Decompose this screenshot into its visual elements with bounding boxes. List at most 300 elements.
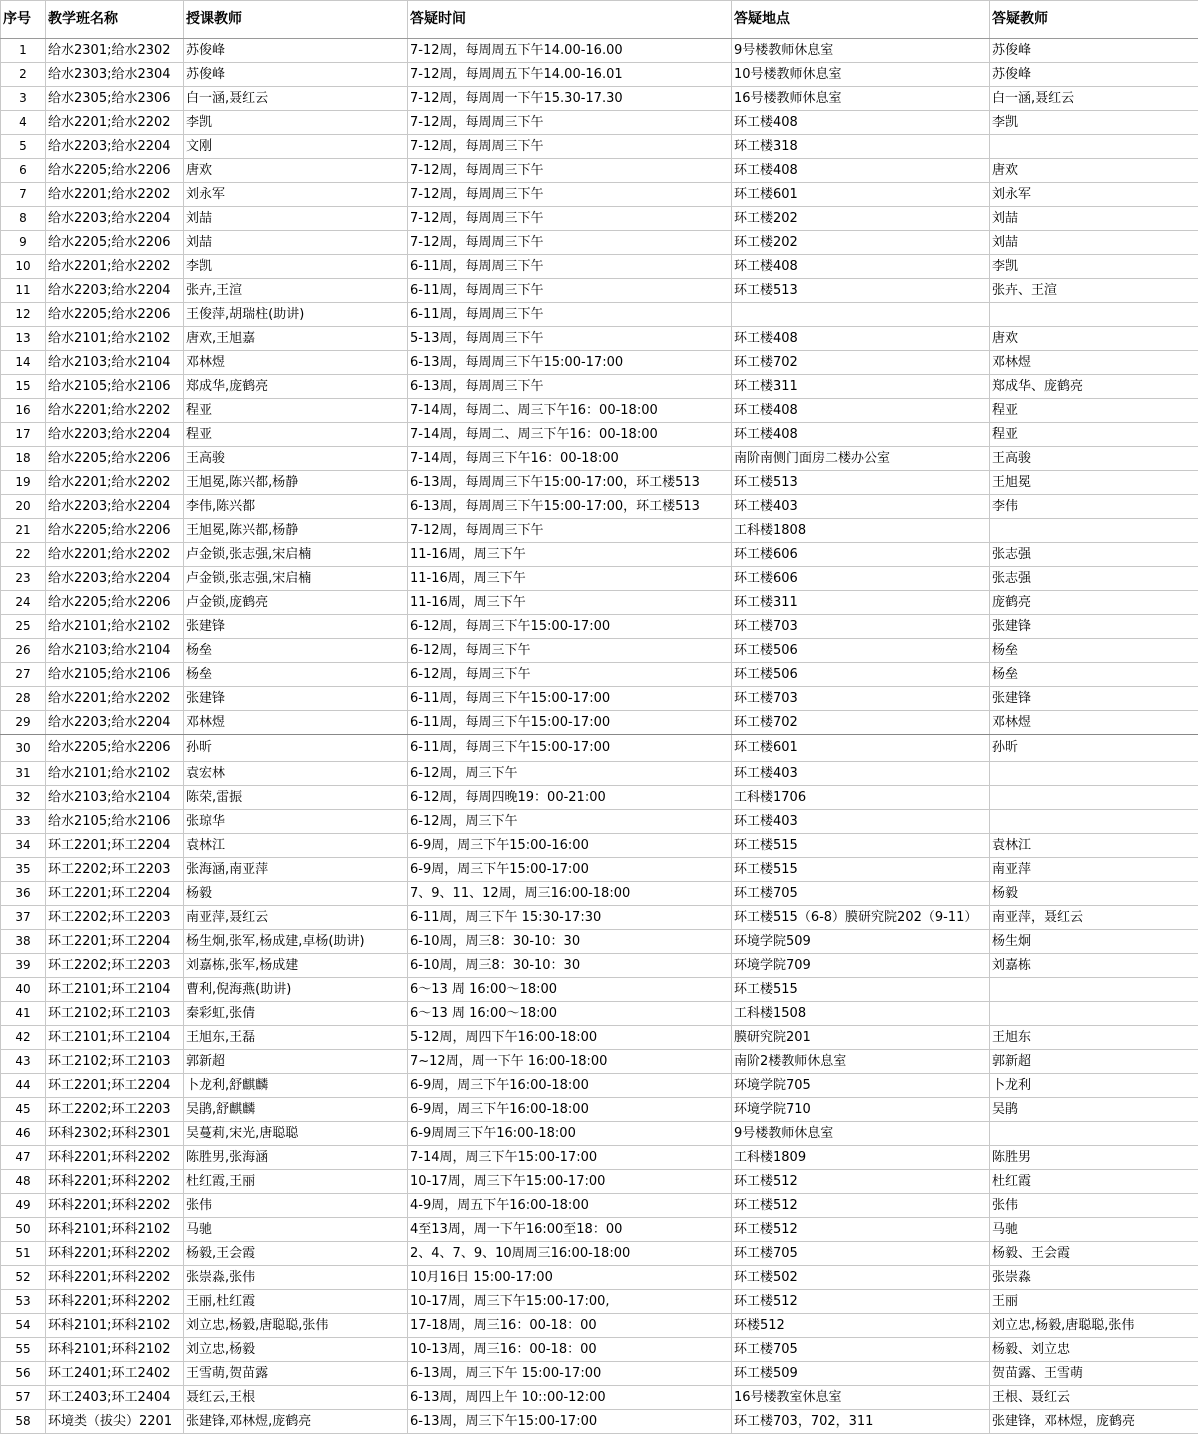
cell-qa-teacher[interactable]: 张志强 — [990, 567, 1198, 591]
cell-index[interactable]: 19 — [1, 471, 46, 495]
cell-qa-time[interactable]: 10月16日 15:00-17:00 — [408, 1266, 732, 1290]
cell-class-name[interactable]: 环境类（拔尖）2201 — [46, 1410, 184, 1434]
cell-qa-time[interactable]: 6-12周，每周三下午 — [408, 639, 732, 663]
cell-qa-time[interactable]: 7-12周，每周周五下午14.00-16.01 — [408, 63, 732, 87]
cell-index[interactable]: 27 — [1, 663, 46, 687]
cell-qa-time[interactable]: 6～13 周 16:00～18:00 — [408, 1002, 732, 1026]
cell-teacher[interactable]: 袁林江 — [184, 834, 408, 858]
cell-qa-teacher[interactable] — [990, 810, 1198, 834]
cell-qa-time[interactable]: 6-9周周三下午16:00-18:00 — [408, 1122, 732, 1146]
cell-qa-teacher[interactable]: 李凯 — [990, 255, 1198, 279]
cell-index[interactable]: 53 — [1, 1290, 46, 1314]
cell-qa-location[interactable]: 环工楼703，702，311 — [732, 1410, 990, 1434]
cell-teacher[interactable]: 白一涵,聂红云 — [184, 87, 408, 111]
cell-qa-teacher[interactable]: 南亚萍，聂红云 — [990, 906, 1198, 930]
cell-qa-teacher[interactable]: 吴鹃 — [990, 1098, 1198, 1122]
cell-teacher[interactable]: 张伟 — [184, 1194, 408, 1218]
cell-qa-time[interactable]: 7-12周，每周周三下午 — [408, 183, 732, 207]
cell-index[interactable]: 34 — [1, 834, 46, 858]
cell-qa-time[interactable]: 6-9周，周三下午16:00-18:00 — [408, 1098, 732, 1122]
cell-qa-teacher[interactable]: 张卉、王渲 — [990, 279, 1198, 303]
cell-teacher[interactable]: 刘嘉栋,张军,杨成建 — [184, 954, 408, 978]
cell-qa-location[interactable]: 16号楼教室休息室 — [732, 1386, 990, 1410]
cell-teacher[interactable]: 杨毅 — [184, 882, 408, 906]
cell-qa-teacher[interactable]: 刘永军 — [990, 183, 1198, 207]
cell-class-name[interactable]: 给水2205;给水2206 — [46, 447, 184, 471]
cell-class-name[interactable]: 环工2403;环工2404 — [46, 1386, 184, 1410]
cell-qa-location[interactable]: 环工楼515 — [732, 858, 990, 882]
cell-qa-time[interactable]: 2、4、7、9、10周周三16:00-18:00 — [408, 1242, 732, 1266]
cell-class-name[interactable]: 给水2305;给水2306 — [46, 87, 184, 111]
header-teacher[interactable]: 授课教师 — [184, 1, 408, 39]
cell-teacher[interactable]: 张卉,王渲 — [184, 279, 408, 303]
cell-index[interactable]: 41 — [1, 1002, 46, 1026]
cell-qa-time[interactable]: 6-12周，周三下午 — [408, 810, 732, 834]
cell-qa-location[interactable]: 环工楼513 — [732, 471, 990, 495]
cell-class-name[interactable]: 环工2201;环工2204 — [46, 882, 184, 906]
cell-qa-location[interactable]: 环工楼512 — [732, 1290, 990, 1314]
cell-qa-location[interactable]: 膜研究院201 — [732, 1026, 990, 1050]
cell-teacher[interactable]: 李凯 — [184, 111, 408, 135]
cell-teacher[interactable]: 秦彩虹,张倩 — [184, 1002, 408, 1026]
cell-class-name[interactable]: 给水2105;给水2106 — [46, 663, 184, 687]
cell-teacher[interactable]: 李伟,陈兴都 — [184, 495, 408, 519]
cell-qa-teacher[interactable]: 杨毅、刘立忠 — [990, 1338, 1198, 1362]
cell-qa-time[interactable]: 5-12周，周四下午16:00-18:00 — [408, 1026, 732, 1050]
cell-index[interactable]: 14 — [1, 351, 46, 375]
cell-qa-teacher[interactable]: 刘喆 — [990, 207, 1198, 231]
cell-class-name[interactable]: 给水2201;给水2202 — [46, 111, 184, 135]
cell-class-name[interactable]: 环科2201;环科2202 — [46, 1170, 184, 1194]
cell-index[interactable]: 20 — [1, 495, 46, 519]
cell-index[interactable]: 58 — [1, 1410, 46, 1434]
cell-qa-location[interactable]: 环工楼403 — [732, 495, 990, 519]
cell-qa-teacher[interactable]: 张建锋 — [990, 615, 1198, 639]
cell-qa-location[interactable]: 南阶南侧门面房二楼办公室 — [732, 447, 990, 471]
cell-index[interactable]: 52 — [1, 1266, 46, 1290]
cell-class-name[interactable]: 给水2101;给水2102 — [46, 615, 184, 639]
cell-teacher[interactable]: 苏俊峰 — [184, 39, 408, 63]
cell-qa-teacher[interactable]: 郑成华、庞鹤亮 — [990, 375, 1198, 399]
cell-class-name[interactable]: 给水2205;给水2206 — [46, 591, 184, 615]
cell-qa-teacher[interactable]: 张志强 — [990, 543, 1198, 567]
cell-class-name[interactable]: 给水2201;给水2202 — [46, 471, 184, 495]
cell-qa-teacher[interactable]: 李伟 — [990, 495, 1198, 519]
cell-class-name[interactable]: 给水2201;给水2202 — [46, 687, 184, 711]
cell-teacher[interactable]: 曹利,倪海燕(助讲) — [184, 978, 408, 1002]
cell-qa-teacher[interactable]: 刘立忠,杨毅,唐聪聪,张伟 — [990, 1314, 1198, 1338]
cell-class-name[interactable]: 给水2205;给水2206 — [46, 231, 184, 255]
cell-class-name[interactable]: 给水2205;给水2206 — [46, 159, 184, 183]
cell-class-name[interactable]: 给水2201;给水2202 — [46, 255, 184, 279]
cell-qa-time[interactable]: 6-13周，周四上午 10::00-12:00 — [408, 1386, 732, 1410]
cell-index[interactable]: 23 — [1, 567, 46, 591]
cell-qa-teacher[interactable]: 李凯 — [990, 111, 1198, 135]
cell-qa-teacher[interactable]: 刘喆 — [990, 231, 1198, 255]
cell-qa-location[interactable]: 16号楼教师休息室 — [732, 87, 990, 111]
cell-class-name[interactable]: 环科2101;环科2102 — [46, 1218, 184, 1242]
cell-qa-location[interactable]: 环境学院709 — [732, 954, 990, 978]
cell-class-name[interactable]: 给水2203;给水2204 — [46, 567, 184, 591]
cell-teacher[interactable]: 王丽,杜红霞 — [184, 1290, 408, 1314]
cell-qa-teacher[interactable]: 苏俊峰 — [990, 63, 1198, 87]
cell-teacher[interactable]: 卜龙利,舒麒麟 — [184, 1074, 408, 1098]
cell-class-name[interactable]: 给水2205;给水2206 — [46, 303, 184, 327]
cell-qa-time[interactable]: 6-12周，每周三下午 — [408, 663, 732, 687]
cell-class-name[interactable]: 给水2201;给水2202 — [46, 543, 184, 567]
cell-qa-time[interactable]: 6-13周，周三下午15:00-17:00 — [408, 1410, 732, 1434]
cell-qa-teacher[interactable]: 苏俊峰 — [990, 39, 1198, 63]
cell-qa-time[interactable]: 7-12周，每周周五下午14.00-16.00 — [408, 39, 732, 63]
cell-class-name[interactable]: 环科2302;环科2301 — [46, 1122, 184, 1146]
cell-qa-time[interactable]: 17-18周，周三16：00-18：00 — [408, 1314, 732, 1338]
cell-qa-teacher[interactable]: 杨垒 — [990, 663, 1198, 687]
cell-teacher[interactable]: 张琼华 — [184, 810, 408, 834]
cell-qa-location[interactable]: 环工楼408 — [732, 159, 990, 183]
cell-qa-teacher[interactable]: 唐欢 — [990, 327, 1198, 351]
cell-class-name[interactable]: 环工2102;环工2103 — [46, 1002, 184, 1026]
cell-qa-teacher[interactable]: 王旭冕 — [990, 471, 1198, 495]
cell-teacher[interactable]: 杨生炯,张军,杨成建,卓杨(助讲) — [184, 930, 408, 954]
cell-index[interactable]: 44 — [1, 1074, 46, 1098]
cell-qa-location[interactable]: 10号楼教师休息室 — [732, 63, 990, 87]
cell-qa-time[interactable]: 6-11周，每周周三下午 — [408, 303, 732, 327]
cell-index[interactable]: 40 — [1, 978, 46, 1002]
cell-index[interactable]: 6 — [1, 159, 46, 183]
cell-qa-location[interactable]: 工科楼1809 — [732, 1146, 990, 1170]
cell-qa-time[interactable]: 6-13周，每周周三下午15:00-17:00，环工楼513 — [408, 471, 732, 495]
cell-teacher[interactable]: 卢金锁,张志强,宋启楠 — [184, 543, 408, 567]
cell-qa-location[interactable]: 环工楼601 — [732, 183, 990, 207]
cell-qa-location[interactable]: 环工楼506 — [732, 639, 990, 663]
cell-qa-location[interactable]: 环工楼606 — [732, 567, 990, 591]
cell-index[interactable]: 9 — [1, 231, 46, 255]
cell-qa-time[interactable]: 6-12周，每周四晚19：00-21:00 — [408, 786, 732, 810]
cell-class-name[interactable]: 给水2101;给水2102 — [46, 762, 184, 786]
cell-teacher[interactable]: 张海涵,南亚萍 — [184, 858, 408, 882]
cell-teacher[interactable]: 王旭东,王磊 — [184, 1026, 408, 1050]
cell-qa-time[interactable]: 6-11周，每周三下午15:00-17:00 — [408, 687, 732, 711]
cell-index[interactable]: 38 — [1, 930, 46, 954]
cell-index[interactable]: 12 — [1, 303, 46, 327]
cell-index[interactable]: 47 — [1, 1146, 46, 1170]
cell-qa-time[interactable]: 6～13 周 16:00～18:00 — [408, 978, 732, 1002]
cell-qa-teacher[interactable]: 庞鹤亮 — [990, 591, 1198, 615]
cell-teacher[interactable]: 程亚 — [184, 423, 408, 447]
cell-qa-location[interactable]: 环工楼408 — [732, 255, 990, 279]
cell-class-name[interactable]: 环工2102;环工2103 — [46, 1050, 184, 1074]
cell-qa-time[interactable]: 7-12周，每周周三下午 — [408, 159, 732, 183]
cell-index[interactable]: 26 — [1, 639, 46, 663]
cell-class-name[interactable]: 环工2201;环工2204 — [46, 1074, 184, 1098]
cell-qa-location[interactable]: 工科楼1808 — [732, 519, 990, 543]
cell-qa-location[interactable]: 环工楼705 — [732, 1242, 990, 1266]
cell-qa-location[interactable]: 环工楼601 — [732, 735, 990, 762]
cell-qa-location[interactable]: 环工楼408 — [732, 423, 990, 447]
cell-index[interactable]: 18 — [1, 447, 46, 471]
cell-qa-time[interactable]: 10-17周，周三下午15:00-17:00, — [408, 1290, 732, 1314]
cell-class-name[interactable]: 环科2201;环科2202 — [46, 1266, 184, 1290]
cell-index[interactable]: 57 — [1, 1386, 46, 1410]
cell-class-name[interactable]: 给水2203;给水2204 — [46, 711, 184, 735]
cell-index[interactable]: 28 — [1, 687, 46, 711]
cell-qa-location[interactable]: 9号楼教师休息室 — [732, 1122, 990, 1146]
cell-class-name[interactable]: 环科2101;环科2102 — [46, 1314, 184, 1338]
cell-qa-teacher[interactable]: 杨毅 — [990, 882, 1198, 906]
cell-teacher[interactable]: 邓林煜 — [184, 351, 408, 375]
cell-class-name[interactable]: 给水2201;给水2202 — [46, 399, 184, 423]
cell-teacher[interactable]: 吴鹃,舒麒麟 — [184, 1098, 408, 1122]
cell-qa-time[interactable]: 10-17周，周三下午15:00-17:00 — [408, 1170, 732, 1194]
cell-teacher[interactable]: 苏俊峰 — [184, 63, 408, 87]
cell-index[interactable]: 16 — [1, 399, 46, 423]
cell-qa-teacher[interactable]: 王根、聂红云 — [990, 1386, 1198, 1410]
cell-qa-location[interactable]: 环楼512 — [732, 1314, 990, 1338]
cell-class-name[interactable]: 环工2201;环工2204 — [46, 834, 184, 858]
cell-qa-teacher[interactable] — [990, 762, 1198, 786]
cell-qa-location[interactable]: 9号楼教师休息室 — [732, 39, 990, 63]
cell-teacher[interactable]: 刘立忠,杨毅,唐聪聪,张伟 — [184, 1314, 408, 1338]
cell-index[interactable]: 56 — [1, 1362, 46, 1386]
cell-class-name[interactable]: 给水2203;给水2204 — [46, 207, 184, 231]
cell-qa-time[interactable]: 7-14周，每周三下午16：00-18:00 — [408, 447, 732, 471]
cell-qa-teacher[interactable]: 袁林江 — [990, 834, 1198, 858]
cell-qa-location[interactable]: 环工楼506 — [732, 663, 990, 687]
cell-class-name[interactable]: 环工2101;环工2104 — [46, 978, 184, 1002]
cell-teacher[interactable]: 陈胜男,张海涵 — [184, 1146, 408, 1170]
cell-qa-time[interactable]: 7-12周，每周周三下午 — [408, 135, 732, 159]
cell-teacher[interactable]: 张建锋 — [184, 687, 408, 711]
cell-teacher[interactable]: 刘立忠,杨毅 — [184, 1338, 408, 1362]
cell-qa-time[interactable]: 6-10周，周三8：30-10：30 — [408, 930, 732, 954]
cell-teacher[interactable]: 王旭冕,陈兴都,杨静 — [184, 519, 408, 543]
cell-qa-time[interactable]: 6-13周，每周周三下午15:00-17:00 — [408, 351, 732, 375]
cell-index[interactable]: 31 — [1, 762, 46, 786]
cell-teacher[interactable]: 卢金锁,张志强,宋启楠 — [184, 567, 408, 591]
cell-index[interactable]: 43 — [1, 1050, 46, 1074]
header-qa-teacher[interactable]: 答疑教师 — [990, 1, 1198, 39]
cell-class-name[interactable]: 给水2103;给水2104 — [46, 639, 184, 663]
cell-teacher[interactable]: 张崇淼,张伟 — [184, 1266, 408, 1290]
cell-index[interactable]: 30 — [1, 735, 46, 762]
cell-qa-teacher[interactable]: 南亚萍 — [990, 858, 1198, 882]
header-qa-time[interactable]: 答疑时间 — [408, 1, 732, 39]
cell-qa-location[interactable]: 环工楼408 — [732, 111, 990, 135]
cell-qa-teacher[interactable] — [990, 1122, 1198, 1146]
cell-teacher[interactable]: 郭新超 — [184, 1050, 408, 1074]
cell-teacher[interactable]: 张建锋,邓林煜,庞鹤亮 — [184, 1410, 408, 1434]
cell-class-name[interactable]: 环工2202;环工2203 — [46, 1098, 184, 1122]
cell-class-name[interactable]: 给水2205;给水2206 — [46, 735, 184, 762]
cell-index[interactable]: 29 — [1, 711, 46, 735]
cell-qa-location[interactable]: 南阶2楼教师休息室 — [732, 1050, 990, 1074]
cell-index[interactable]: 22 — [1, 543, 46, 567]
cell-qa-location[interactable]: 环工楼512 — [732, 1218, 990, 1242]
cell-class-name[interactable]: 给水2105;给水2106 — [46, 810, 184, 834]
cell-qa-location[interactable]: 环工楼702 — [732, 351, 990, 375]
cell-qa-time[interactable]: 7-14周，每周二、周三下午16：00-18:00 — [408, 399, 732, 423]
cell-qa-time[interactable]: 6-11周，每周周三下午 — [408, 279, 732, 303]
cell-teacher[interactable]: 邓林煜 — [184, 711, 408, 735]
cell-class-name[interactable]: 给水2203;给水2204 — [46, 495, 184, 519]
cell-qa-location[interactable]: 环工楼502 — [732, 1266, 990, 1290]
cell-qa-teacher[interactable] — [990, 786, 1198, 810]
cell-teacher[interactable]: 程亚 — [184, 399, 408, 423]
cell-index[interactable]: 7 — [1, 183, 46, 207]
header-class-name[interactable]: 教学班名称 — [46, 1, 184, 39]
cell-qa-time[interactable]: 4-9周，周五下午16:00-18:00 — [408, 1194, 732, 1218]
cell-qa-location[interactable]: 环工楼509 — [732, 1362, 990, 1386]
cell-teacher[interactable]: 唐欢 — [184, 159, 408, 183]
cell-index[interactable]: 48 — [1, 1170, 46, 1194]
cell-qa-teacher[interactable]: 张伟 — [990, 1194, 1198, 1218]
cell-index[interactable]: 39 — [1, 954, 46, 978]
cell-qa-time[interactable]: 10-13周，周三16：00-18：00 — [408, 1338, 732, 1362]
cell-index[interactable]: 10 — [1, 255, 46, 279]
cell-teacher[interactable]: 吴蔓莉,宋光,唐聪聪 — [184, 1122, 408, 1146]
cell-qa-location[interactable]: 环工楼311 — [732, 375, 990, 399]
cell-class-name[interactable]: 环工2202;环工2203 — [46, 954, 184, 978]
cell-qa-time[interactable]: 6-9周，周三下午15:00-16:00 — [408, 834, 732, 858]
cell-teacher[interactable]: 王高骏 — [184, 447, 408, 471]
cell-teacher[interactable]: 刘喆 — [184, 231, 408, 255]
cell-qa-location[interactable]: 环工楼702 — [732, 711, 990, 735]
cell-index[interactable]: 49 — [1, 1194, 46, 1218]
cell-qa-teacher[interactable]: 陈胜男 — [990, 1146, 1198, 1170]
cell-qa-teacher[interactable]: 杨生炯 — [990, 930, 1198, 954]
header-qa-location[interactable]: 答疑地点 — [732, 1, 990, 39]
cell-qa-location[interactable] — [732, 303, 990, 327]
cell-class-name[interactable]: 环工2201;环工2204 — [46, 930, 184, 954]
cell-qa-time[interactable]: 6-11周，每周三下午15:00-17:00 — [408, 711, 732, 735]
cell-qa-time[interactable]: 7-12周，每周周三下午 — [408, 207, 732, 231]
cell-index[interactable]: 4 — [1, 111, 46, 135]
cell-qa-time[interactable]: 7、9、11、12周，周三16:00-18:00 — [408, 882, 732, 906]
cell-qa-location[interactable]: 环工楼512 — [732, 1170, 990, 1194]
cell-teacher[interactable]: 袁宏林 — [184, 762, 408, 786]
cell-qa-time[interactable]: 7-14周，周三下午15:00-17:00 — [408, 1146, 732, 1170]
cell-index[interactable]: 11 — [1, 279, 46, 303]
cell-teacher[interactable]: 刘永军 — [184, 183, 408, 207]
cell-index[interactable]: 55 — [1, 1338, 46, 1362]
cell-qa-teacher[interactable]: 程亚 — [990, 423, 1198, 447]
cell-qa-location[interactable]: 环工楼408 — [732, 327, 990, 351]
cell-index[interactable]: 51 — [1, 1242, 46, 1266]
cell-teacher[interactable]: 卢金锁,庞鹤亮 — [184, 591, 408, 615]
cell-teacher[interactable]: 张建锋 — [184, 615, 408, 639]
cell-index[interactable]: 35 — [1, 858, 46, 882]
cell-index[interactable]: 42 — [1, 1026, 46, 1050]
cell-class-name[interactable]: 给水2203;给水2204 — [46, 423, 184, 447]
cell-class-name[interactable]: 环科2201;环科2202 — [46, 1194, 184, 1218]
cell-qa-teacher[interactable]: 邓林煜 — [990, 711, 1198, 735]
cell-qa-time[interactable]: 6-12周，每周三下午15:00-17:00 — [408, 615, 732, 639]
cell-qa-location[interactable]: 环工楼311 — [732, 591, 990, 615]
cell-index[interactable]: 3 — [1, 87, 46, 111]
cell-qa-time[interactable]: 6-10周，周三8：30-10：30 — [408, 954, 732, 978]
cell-qa-teacher[interactable] — [990, 519, 1198, 543]
cell-index[interactable]: 32 — [1, 786, 46, 810]
cell-qa-time[interactable]: 6-13周，周三下午 15:00-17:00 — [408, 1362, 732, 1386]
cell-qa-location[interactable]: 环工楼606 — [732, 543, 990, 567]
cell-qa-time[interactable]: 7-12周，每周周三下午 — [408, 231, 732, 255]
cell-teacher[interactable]: 聂红云,王根 — [184, 1386, 408, 1410]
cell-index[interactable]: 5 — [1, 135, 46, 159]
cell-qa-time[interactable]: 6-13周，每周周三下午 — [408, 375, 732, 399]
cell-qa-location[interactable]: 环工楼515 — [732, 978, 990, 1002]
cell-qa-time[interactable]: 4至13周，周一下午16:00至18：00 — [408, 1218, 732, 1242]
cell-qa-location[interactable]: 环工楼703 — [732, 615, 990, 639]
cell-class-name[interactable]: 给水2101;给水2102 — [46, 327, 184, 351]
cell-index[interactable]: 2 — [1, 63, 46, 87]
cell-class-name[interactable]: 环工2202;环工2203 — [46, 906, 184, 930]
cell-qa-time[interactable]: 7-12周，每周周三下午 — [408, 519, 732, 543]
cell-index[interactable]: 33 — [1, 810, 46, 834]
cell-index[interactable]: 37 — [1, 906, 46, 930]
cell-qa-time[interactable]: 7-12周，每周周三下午 — [408, 111, 732, 135]
cell-class-name[interactable]: 环工2202;环工2203 — [46, 858, 184, 882]
cell-index[interactable]: 13 — [1, 327, 46, 351]
cell-index[interactable]: 8 — [1, 207, 46, 231]
cell-qa-teacher[interactable]: 杨毅、王会霞 — [990, 1242, 1198, 1266]
cell-qa-time[interactable]: 6-9周，周三下午16:00-18:00 — [408, 1074, 732, 1098]
cell-qa-teacher[interactable]: 张建锋，邓林煜，庞鹤亮 — [990, 1410, 1198, 1434]
cell-qa-teacher[interactable]: 马驰 — [990, 1218, 1198, 1242]
cell-qa-teacher[interactable]: 王高骏 — [990, 447, 1198, 471]
cell-teacher[interactable]: 郑成华,庞鹤亮 — [184, 375, 408, 399]
cell-class-name[interactable]: 环科2201;环科2202 — [46, 1290, 184, 1314]
cell-class-name[interactable]: 给水2201;给水2202 — [46, 183, 184, 207]
cell-qa-time[interactable]: 6-12周，周三下午 — [408, 762, 732, 786]
cell-class-name[interactable]: 给水2203;给水2204 — [46, 135, 184, 159]
cell-qa-location[interactable]: 环工楼403 — [732, 810, 990, 834]
cell-qa-location[interactable]: 环工楼703 — [732, 687, 990, 711]
cell-teacher[interactable]: 李凯 — [184, 255, 408, 279]
cell-qa-teacher[interactable]: 王丽 — [990, 1290, 1198, 1314]
cell-qa-time[interactable]: 11-16周，周三下午 — [408, 567, 732, 591]
cell-class-name[interactable]: 给水2303;给水2304 — [46, 63, 184, 87]
cell-qa-time[interactable]: 6-9周，周三下午15:00-17:00 — [408, 858, 732, 882]
cell-qa-location[interactable]: 环工楼202 — [732, 231, 990, 255]
cell-class-name[interactable]: 环工2101;环工2104 — [46, 1026, 184, 1050]
cell-qa-location[interactable]: 环境学院710 — [732, 1098, 990, 1122]
cell-qa-time[interactable]: 7-12周，每周周一下午15.30-17.30 — [408, 87, 732, 111]
cell-qa-location[interactable]: 环工楼515（6-8）膜研究院202（9-11） — [732, 906, 990, 930]
cell-qa-location[interactable]: 环工楼318 — [732, 135, 990, 159]
cell-index[interactable]: 24 — [1, 591, 46, 615]
cell-teacher[interactable]: 孙昕 — [184, 735, 408, 762]
header-index[interactable]: 序号 — [1, 1, 46, 39]
cell-qa-teacher[interactable]: 杜红霞 — [990, 1170, 1198, 1194]
cell-qa-teacher[interactable]: 孙昕 — [990, 735, 1198, 762]
cell-index[interactable]: 21 — [1, 519, 46, 543]
cell-teacher[interactable]: 唐欢,王旭嘉 — [184, 327, 408, 351]
cell-teacher[interactable]: 杜红霞,王丽 — [184, 1170, 408, 1194]
cell-teacher[interactable]: 王旭冕,陈兴都,杨静 — [184, 471, 408, 495]
cell-index[interactable]: 25 — [1, 615, 46, 639]
cell-qa-teacher[interactable]: 王旭东 — [990, 1026, 1198, 1050]
cell-qa-teacher[interactable] — [990, 135, 1198, 159]
cell-class-name[interactable]: 给水2103;给水2104 — [46, 786, 184, 810]
cell-teacher[interactable]: 南亚萍,聂红云 — [184, 906, 408, 930]
cell-teacher[interactable]: 杨垒 — [184, 639, 408, 663]
cell-class-name[interactable]: 给水2103;给水2104 — [46, 351, 184, 375]
cell-qa-location[interactable]: 环工楼202 — [732, 207, 990, 231]
cell-teacher[interactable]: 杨毅,王会霞 — [184, 1242, 408, 1266]
cell-qa-location[interactable]: 工科楼1706 — [732, 786, 990, 810]
cell-qa-teacher[interactable] — [990, 303, 1198, 327]
cell-teacher[interactable]: 陈荣,雷振 — [184, 786, 408, 810]
